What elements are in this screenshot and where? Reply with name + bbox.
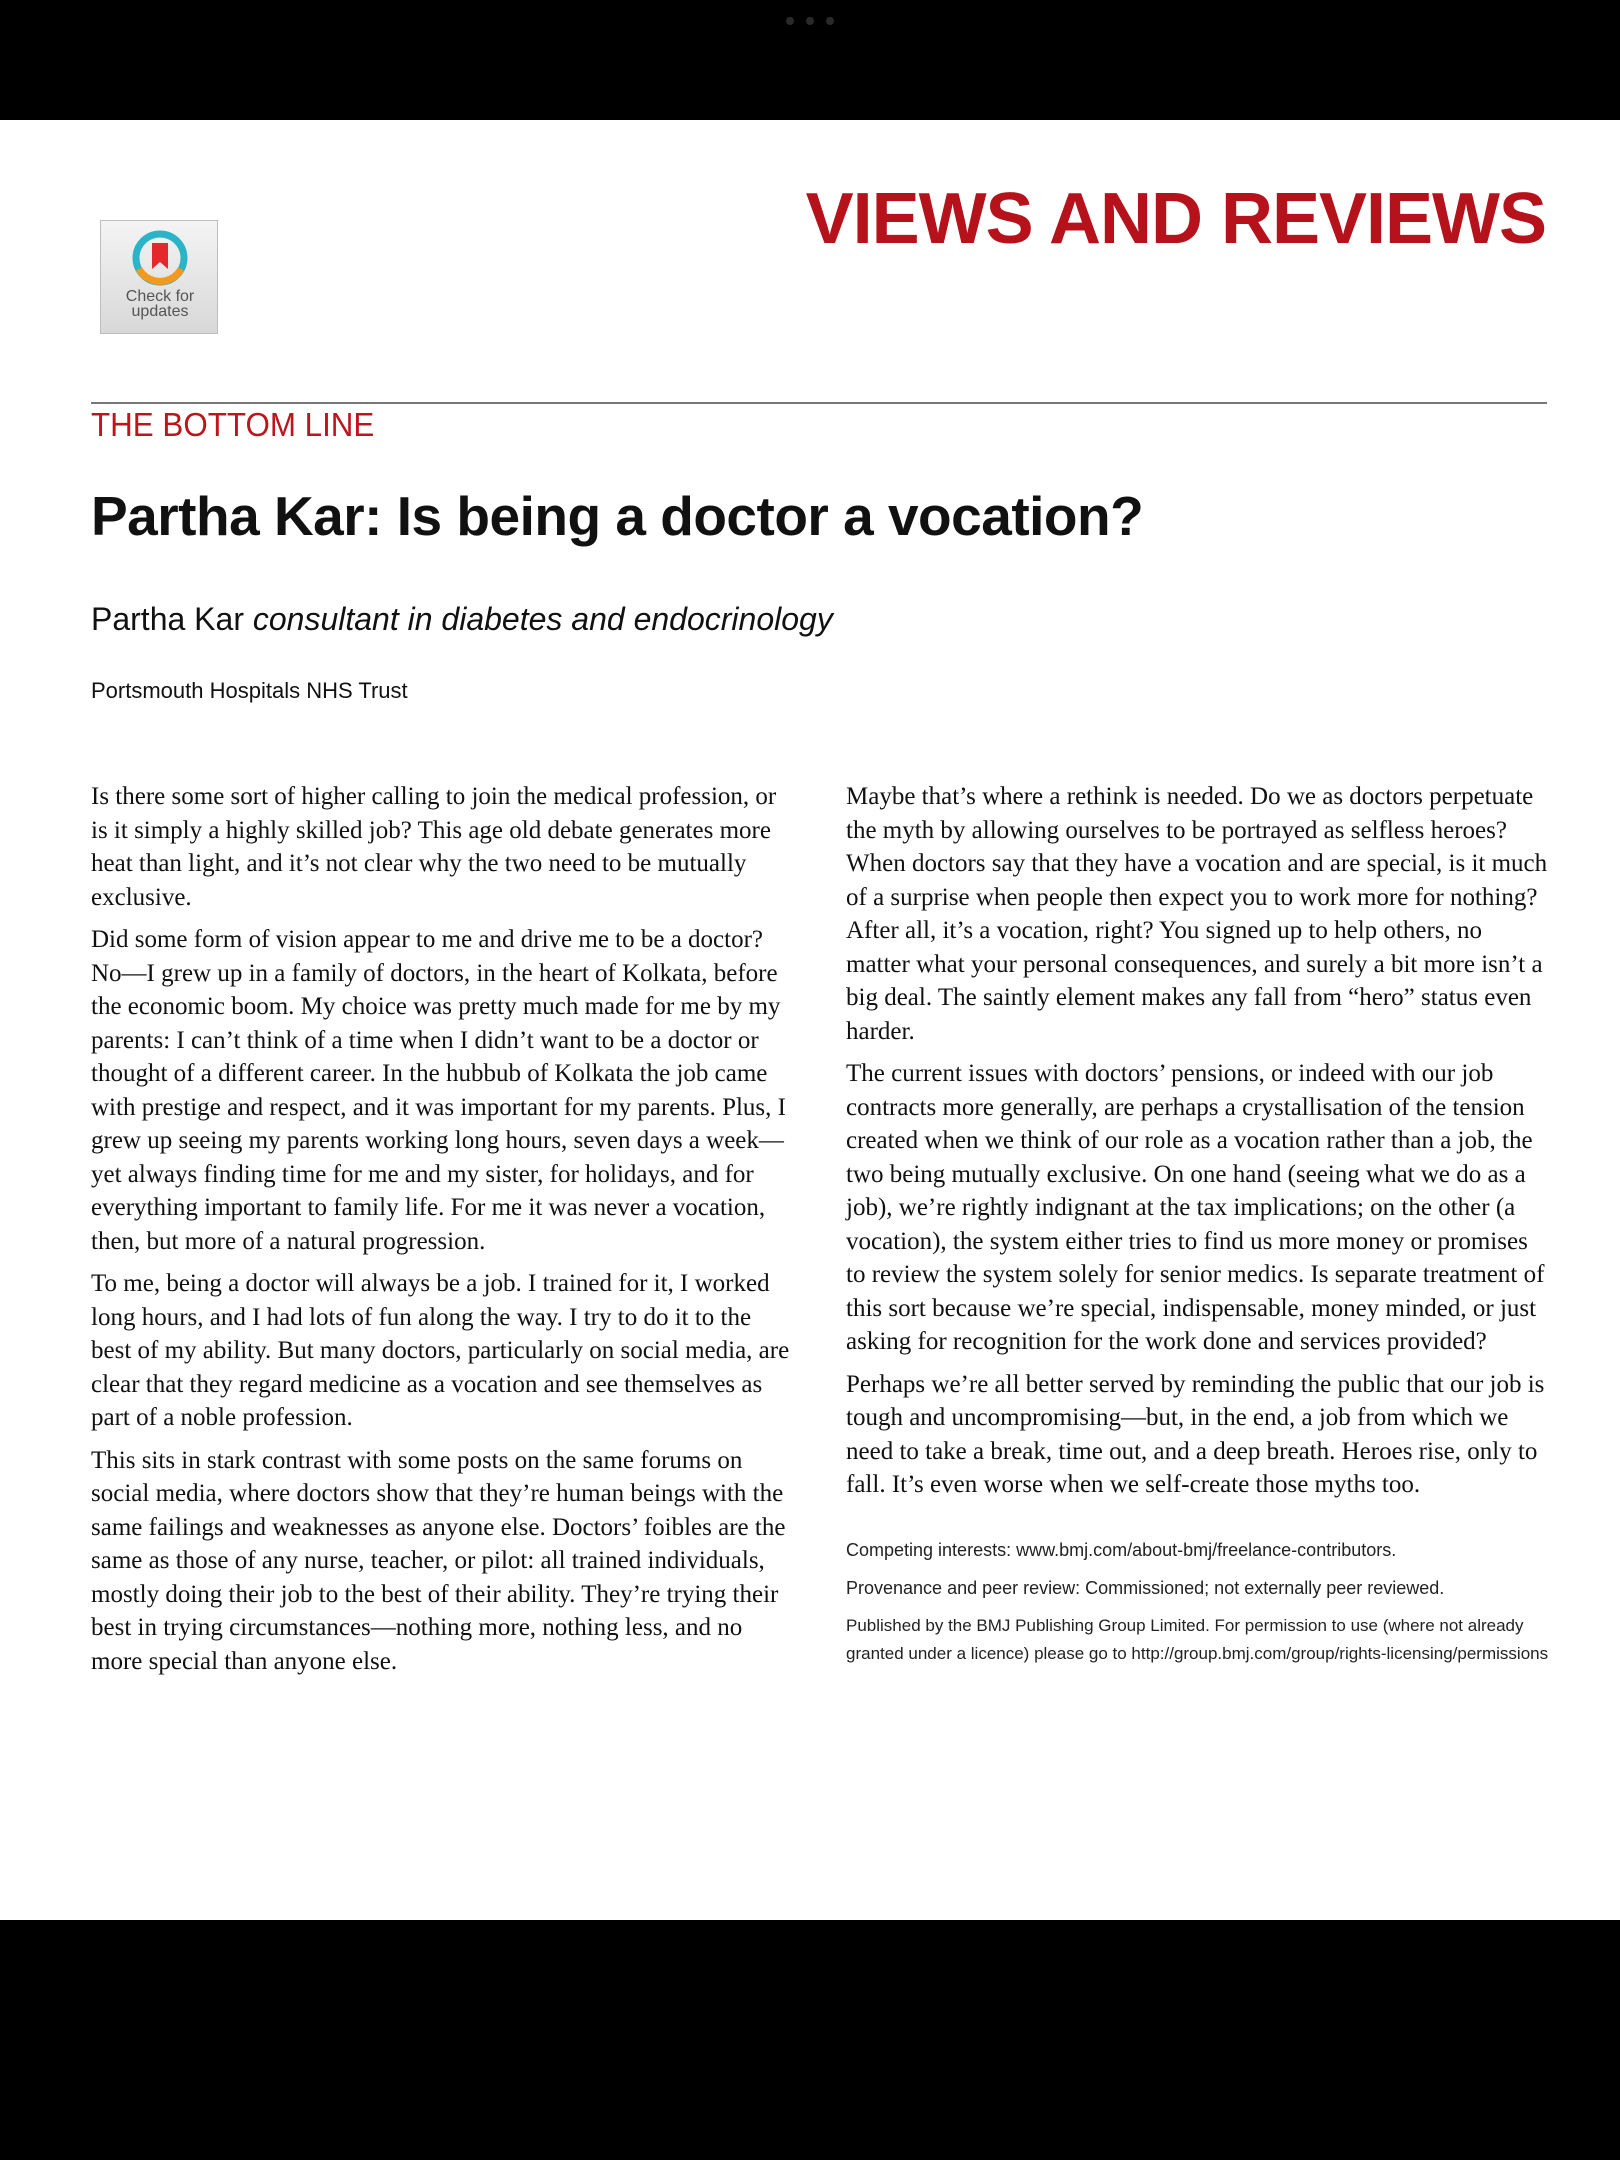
publisher-note: Published by the BMJ Publishing Group Limited. For permission to use (where not already granted under a licence) please go to http://group.bmj.com/group/rights-licensing/permissions (846, 1615, 1549, 1663)
crossmark-icon (131, 229, 189, 287)
paragraph: To me, being a doctor will always be a job. I trained for it, I worked long hours, and I had lots of fun along the way. I try to do it to the best of my ability. But many doctors, particularly on social media, are clear that they regard medicine as a vocation and see themselves as part of a noble profession. (91, 1270, 790, 1431)
left-column (91, 780, 793, 1687)
paragraph: Perhaps we’re all better served by reminding the public that our job is tough and uncompromising—but, in the end, a job from which we need to take a break, time out, and a deep breath. Heroes rise, only to fall. It’s even worse when we self-create those myths too. (846, 1370, 1545, 1498)
viewer-bottom-bar (0, 1920, 1620, 2160)
provenance-note: Provenance and peer review: Commissioned; not externally peer reviewed. (846, 1577, 1445, 1598)
author-role: consultant in diabetes and endocrinology (252, 601, 833, 637)
section-heading: VIEWS AND REVIEWS (805, 179, 1546, 259)
author-name: Partha Kar (91, 601, 244, 637)
right-column (846, 780, 1550, 1678)
byline (91, 601, 833, 638)
article-title: Partha Kar: Is being a doctor a vocation? (91, 485, 1144, 547)
paragraph: Did some form of vision appear to me and drive me to be a doctor? No—I grew up in a family of doctors, in the heart of Kolkata, before the economic boom. My choice was pretty much made for me by my parents: I can’t think of a time when I didn’t want to be a doctor or thought of a different career. In the hubbub of Kolkata the job came with prestige and respect, and it was important for my parents. Plus, I grew up seeing my parents working long hours, seven days a week—yet always finding time for me and my sister, for holidays, and for everything important to family life. For me it was never a vocation, then, but more of a natural progression. (91, 926, 786, 1255)
check-for-updates-badge[interactable] (100, 220, 218, 334)
paragraph: Maybe that’s where a rethink is needed. Do we as doctors perpetuate the myth by allowing ourselves to be portrayed as selfless heroes? When doctors say that they have a vocation and are special, is it much of a surprise when people then expect you to work more for nothing? After all, it’s a vocation, right? You signed up to help others, no matter what your personal consequences, and surely a bit more isn’t a big deal. The saintly element makes any fall from “hero” status even harder. (846, 783, 1548, 1045)
competing-interests-note: Competing interests: www.bmj.com/about-bmj/freelance-contributors. (846, 1539, 1397, 1560)
drag-handle[interactable] (786, 16, 834, 26)
badge-label-line2: updates (131, 303, 189, 320)
badge-label (101, 289, 219, 319)
paragraph: The current issues with doctors’ pensions, or indeed with our job contracts more generally, are perhaps a crystallisation of the tension created when we think of our role as a vocation rather than a job, the two being mutually exclusive. On one hand (seeing what we do as a job), we’re rightly indignant at the tax implications; on the other (a vocation), the system either tries to find us more money or promises to review the system solely for senior medics. Is separate treatment of this sort because we’re special, indispensable, money minded, or just asking for recognition for the work done and services provided? (846, 1060, 1545, 1355)
paragraph: This sits in stark contrast with some posts on the same forums on social media, where doctors show that they’re human beings with the same failings and weaknesses as anyone else. Doctors’ foibles are the same as those of any nurse, teacher, or pilot: all trained individuals, mostly doing their job to the best of their ability. They’re trying their best in trying circumstances—nothing more, nothing less, and no more special than anyone else. (91, 1446, 786, 1675)
article-kicker: THE BOTTOM LINE (91, 406, 375, 443)
paragraph: Is there some sort of higher calling to join the medical profession, or is it simply a highly skilled job? This age old debate generates more heat than light, and it’s not clear why the two need to be mutually exclusive. (91, 783, 777, 911)
author-affiliation: Portsmouth Hospitals NHS Trust (91, 678, 408, 703)
article-notes (846, 1536, 1550, 1668)
badge-label-line1: Check for (125, 288, 195, 305)
divider (91, 402, 1547, 404)
viewer-top-bar (0, 0, 1620, 120)
